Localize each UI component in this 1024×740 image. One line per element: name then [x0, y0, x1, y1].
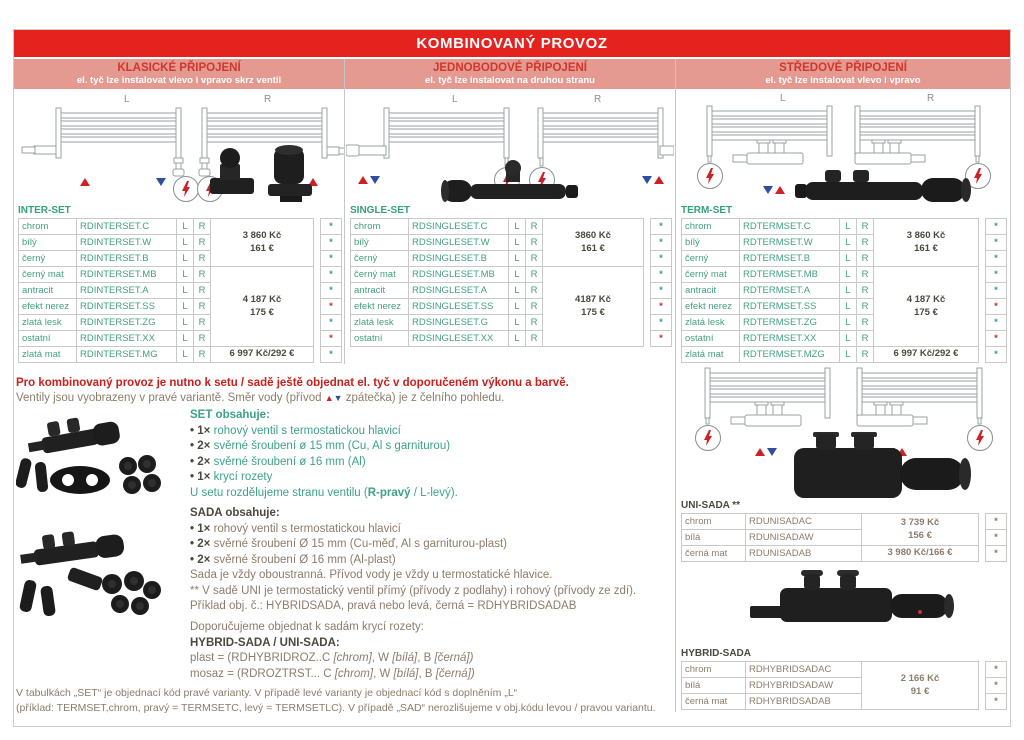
availability-star: *: [986, 694, 1007, 710]
return-arrow-icon: [767, 448, 777, 456]
right-variant-label: R: [264, 94, 272, 105]
rozety-mosaz-line: mosaz = (RDROZTRST... C [chrom], W [bílá], B [černá]): [190, 667, 475, 680]
warning-text: Pro kombinovaný provoz je nutno k setu / sadě ještě objednat el. tyč v doporučeném výkonu a barvě.: [16, 377, 569, 389]
availability-star: *: [986, 267, 1007, 283]
table-row: bílý RDSINGLESET.W L R *: [351, 235, 672, 251]
footer-line: (příklad: TERMSET,chrom, pravý = TERMSETC, levý = TERMSETLC). V případě „SAD“ nerozlišujeme v obj.kódu levou / pravou variantu.: [16, 701, 656, 714]
table-row: černý RDSINGLESET.B L R *: [351, 251, 672, 267]
return-arrow-icon: [370, 176, 380, 184]
term-set-table: [681, 205, 1007, 363]
table-row: efekt nerez RDTERMSET.SS L R *: [682, 299, 1007, 315]
table-row: antracit RDTERMSET.A L R *: [682, 283, 1007, 299]
inflow-arrow-icon: [358, 176, 368, 184]
availability-star: *: [986, 251, 1007, 267]
availability-star: *: [986, 331, 1007, 347]
footer-note: [16, 686, 671, 715]
column-subtitle: el. tyč lze instalovat na druhou stranu: [425, 75, 595, 86]
availability-star: *: [986, 546, 1007, 562]
column-divider: [675, 59, 676, 712]
price-cell: 4187 Kč 175 €: [543, 267, 644, 347]
availability-star: *: [986, 678, 1007, 694]
price-cell: 6 997 Kč/292 €: [874, 347, 979, 363]
return-arrow-icon: [642, 176, 652, 184]
availability-star: *: [321, 299, 342, 315]
right-variant-label: R: [594, 94, 602, 105]
electric-rod-icon: [696, 426, 721, 451]
availability-star: *: [986, 514, 1007, 530]
left-variant-label: L: [780, 93, 786, 104]
table-row: efekt nerez RDINTERSET.SS L R *: [19, 299, 342, 315]
availability-star: *: [986, 299, 1007, 315]
table-row: [19, 219, 342, 235]
radiator-diagram-left: [22, 108, 184, 176]
price-cell: 3 860 Kč 161 €: [874, 219, 979, 267]
product-photo-sada-kit: [16, 524, 176, 624]
radiator-diagram-right: [855, 106, 980, 164]
product-photo-hybrid-sada: [748, 560, 973, 651]
left-variant-label: L: [452, 94, 458, 105]
color-cell: chrom: [19, 219, 77, 235]
price-cell: 4 187 Kč 175 €: [874, 267, 979, 347]
rozety-plast-line: plast = (RDHYBRIDROZ..C [chrom], W [bílá], B [černá]): [190, 652, 474, 664]
availability-star: *: [986, 662, 1007, 678]
table-row: ostatní RDINTERSET.XX L R *: [19, 331, 342, 347]
availability-star: *: [321, 251, 342, 267]
column-title: JEDNOBODOVÉ PŘIPOJENÍ: [432, 62, 587, 74]
availability-star: *: [651, 299, 672, 315]
column-header-klasicke: [14, 59, 344, 89]
table-row: černý mat RDINTERSET.MB L R 4 187 Kč 175 € *: [19, 267, 342, 283]
sada-note: Příklad obj. č.: HYBRIDSADA, pravá nebo levá, černá = RDHYBRIDSADAB: [190, 600, 577, 612]
left-cell: L: [177, 219, 194, 235]
availability-star: *: [321, 347, 342, 363]
price-cell: 4 187 Kč 175 €: [211, 267, 314, 347]
table-row: černý RDINTERSET.B L R *: [19, 251, 342, 267]
table-row: zlatá lesk RDSINGLESET.G L R *: [351, 315, 672, 331]
set-side-note: U setu rozdělujeme stranu ventilu (R-pravý / L-levý).: [190, 486, 458, 499]
availability-star: *: [986, 235, 1007, 251]
column-header-jednobodove: [345, 59, 675, 89]
list-item: • 1× rohový ventil s termostatickou hlavicí: [190, 424, 401, 437]
rozety-title: HYBRID-SADA / UNI-SADA:: [190, 636, 340, 649]
table-row: černá mat RDHYBRIDSADAB *: [682, 694, 1007, 710]
availability-star: *: [651, 235, 672, 251]
list-item: • 2× svěrné šroubení ø 16 mm (Al): [190, 455, 366, 468]
electric-rod-icon: [968, 426, 993, 451]
sada-note: Sada je vždy oboustranná. Přívod vody je vždy u termostatické hlavice.: [190, 569, 553, 581]
table-row: bílá RDHYBRIDSADAW *: [682, 678, 1007, 694]
page-title: KOMBINOVANÝ PROVOZ: [14, 30, 1010, 57]
price-cell: 2 166 Kč 91 €: [862, 662, 979, 710]
table-row: zlatá lesk RDINTERSET.ZG L R *: [19, 315, 342, 331]
list-item: • 1× krycí rozety: [190, 471, 273, 483]
table-row: chrom RDSINGLESET.C L R 3860 Kč 161 € *: [351, 219, 672, 235]
inflow-arrow-icon: [80, 178, 90, 186]
table-row: zlatá mat RDTERMSET.MZG L R 6 997 Kč/292 € *: [682, 347, 1007, 363]
diagram-stredove: [677, 90, 1010, 209]
table-row: ostatní RDSINGLESET.XX L R *: [351, 331, 672, 347]
availability-star: *: [651, 331, 672, 347]
price-cell: 3 860 Kč 161 €: [211, 219, 314, 267]
table-title: INTER-SET: [18, 205, 71, 216]
availability-star: *: [986, 347, 1007, 363]
return-arrow-icon: [156, 178, 166, 186]
availability-star: *: [321, 283, 342, 299]
hybrid-sada-table: [681, 648, 1007, 710]
diagram-uni-sada: [677, 364, 1010, 503]
availability-star: *: [321, 315, 342, 331]
single-set-table: [350, 205, 672, 347]
table-title: TERM-SET: [681, 205, 733, 216]
radiator-diagram-right: [538, 108, 674, 166]
table-row: antracit RDSINGLESET.A L R *: [351, 283, 672, 299]
table-row: efekt nerez RDSINGLESET.SS L R *: [351, 299, 672, 315]
table-row: černý RDTERMSET.B L R *: [682, 251, 1007, 267]
price-cell: 3 739 Kč 156 €: [862, 514, 979, 546]
table-row: chrom RDUNISADAC 3 739 Kč 156 € *: [682, 514, 1007, 530]
sada-title: SADA obsahuje:: [190, 507, 280, 519]
set-contents: [190, 408, 660, 501]
table-row: zlatá lesk RDTERMSET.ZG L R *: [682, 315, 1007, 331]
availability-star: *: [651, 219, 672, 235]
availability-star: *: [986, 219, 1007, 235]
product-photo-set-kit: [16, 410, 176, 507]
price-cell: 3860 Kč 161 €: [543, 219, 644, 267]
table-row: černá mat RDUNISADAB 3 980 Kč/166 € *: [682, 546, 1007, 562]
valve-note: Ventily jsou vyobrazeny v pravé variantě. Směr vody (přívod ▲▼ zpátečka) je z čelního pohledu.: [16, 392, 505, 404]
return-arrow-icon: ▼: [333, 393, 343, 403]
availability-star: *: [651, 267, 672, 283]
availability-star: *: [986, 315, 1007, 331]
table-row: zlatá mat RDINTERSET.MG L R 6 997 Kč/292 € *: [19, 347, 342, 363]
inflow-arrow-icon: ▲: [324, 393, 334, 403]
table-row: chrom RDHYBRIDSADAC 2 166 Kč 91 € *: [682, 662, 1007, 678]
table-row: bílá RDUNISADAW *: [682, 530, 1007, 546]
list-item: • 2× svěrné šroubení Ø 15 mm (Cu-měď, Al s garniturou-plast): [190, 538, 507, 550]
list-item: • 2× svěrné šroubení Ø 16 mm (Al-plast): [190, 553, 396, 566]
table-row: ostatní RDTERMSET.XX L R *: [682, 331, 1007, 347]
column-title: STŘEDOVÉ PŘIPOJENÍ: [779, 62, 907, 74]
product-photo-uni-sada: [794, 432, 971, 498]
column-title: KLASICKÉ PŘIPOJENÍ: [117, 62, 241, 74]
radiator-diagram-left: [707, 106, 832, 164]
price-cell: 6 997 Kč/292 €: [211, 347, 314, 363]
electric-rod-icon: [174, 177, 199, 202]
column-divider: [344, 59, 345, 364]
table-row: chrom RDTERMSET.C L R 3 860 Kč 161 € *: [682, 219, 1007, 235]
set-title: SET obsahuje:: [190, 409, 270, 421]
list-item: • 2× svěrné šroubení ø 15 mm (Cu, Al s garniturou): [190, 440, 451, 452]
availability-star: *: [986, 530, 1007, 546]
availability-star: *: [321, 235, 342, 251]
inter-set-table: [18, 205, 342, 363]
availability-star: *: [321, 331, 342, 347]
rozety-intro: Doporučujeme objednat k sadám krycí rozety:: [190, 621, 424, 633]
right-cell: R: [194, 219, 211, 235]
inflow-arrow-icon: [775, 186, 785, 194]
table-row: antracit RDINTERSET.A L R *: [19, 283, 342, 299]
footer-line: V tabulkách „SET“ je objednací kód pravé varianty. V případě levé varianty je objednací kód s doplněním „L“: [16, 687, 518, 699]
table-row: bílý RDTERMSET.W L R *: [682, 235, 1007, 251]
rozety-recommendation: [190, 620, 670, 682]
availability-star: *: [651, 283, 672, 299]
inflow-arrow-icon: [755, 448, 765, 456]
table-title: SINGLE-SET: [350, 205, 411, 216]
radiator-diagram-left: [346, 108, 509, 166]
column-subtitle: el. tyč lze instalovat vlevo i vpravo: [765, 75, 921, 86]
price-cell: 3 980 Kč/166 €: [862, 546, 979, 562]
left-variant-label: L: [124, 94, 130, 105]
electric-rod-icon: [698, 164, 723, 189]
diagram-klasicke: [14, 90, 344, 209]
code-cell: RDINTERSET.C: [77, 219, 177, 235]
list-item: • 1× rohový ventil s termostatickou hlavicí: [190, 522, 401, 535]
return-arrow-icon: [763, 186, 773, 194]
availability-star: *: [321, 267, 342, 283]
sada-note: ** V sadě UNI je termostatický ventil přímý (přívody z podlahy) i rohový (přívody ze zdí).: [190, 584, 637, 597]
availability-star: *: [651, 251, 672, 267]
availability-star: *: [986, 283, 1007, 299]
sada-contents: [190, 506, 670, 615]
product-photo-inter-set: [210, 145, 312, 202]
column-subtitle: el. tyč lze instalovat vlevo i vpravo skrz ventil: [76, 75, 282, 86]
availability-star: *: [321, 219, 342, 235]
radiator-diagram-right: [857, 368, 982, 426]
right-variant-label: R: [927, 93, 935, 104]
table-title: HYBRID-SADA: [681, 648, 751, 659]
table-row: černý mat RDTERMSET.MB L R 4 187 Kč 175 € *: [682, 267, 1007, 283]
inflow-arrow-icon: [654, 176, 664, 184]
availability-star: *: [651, 315, 672, 331]
table-title: UNI-SADA **: [681, 500, 741, 511]
product-photo-single-set: [441, 160, 578, 202]
radiator-diagram-left: [705, 368, 830, 426]
diagram-jednobodove: [346, 90, 674, 209]
table-row: černý mat RDSINGLESET.MB L R 4187 Kč 175 € *: [351, 267, 672, 283]
product-photo-term-set: [795, 170, 971, 202]
table-row: bílý RDINTERSET.W L R *: [19, 235, 342, 251]
column-header-stredove: [676, 59, 1010, 89]
uni-sada-table: [681, 500, 1007, 562]
